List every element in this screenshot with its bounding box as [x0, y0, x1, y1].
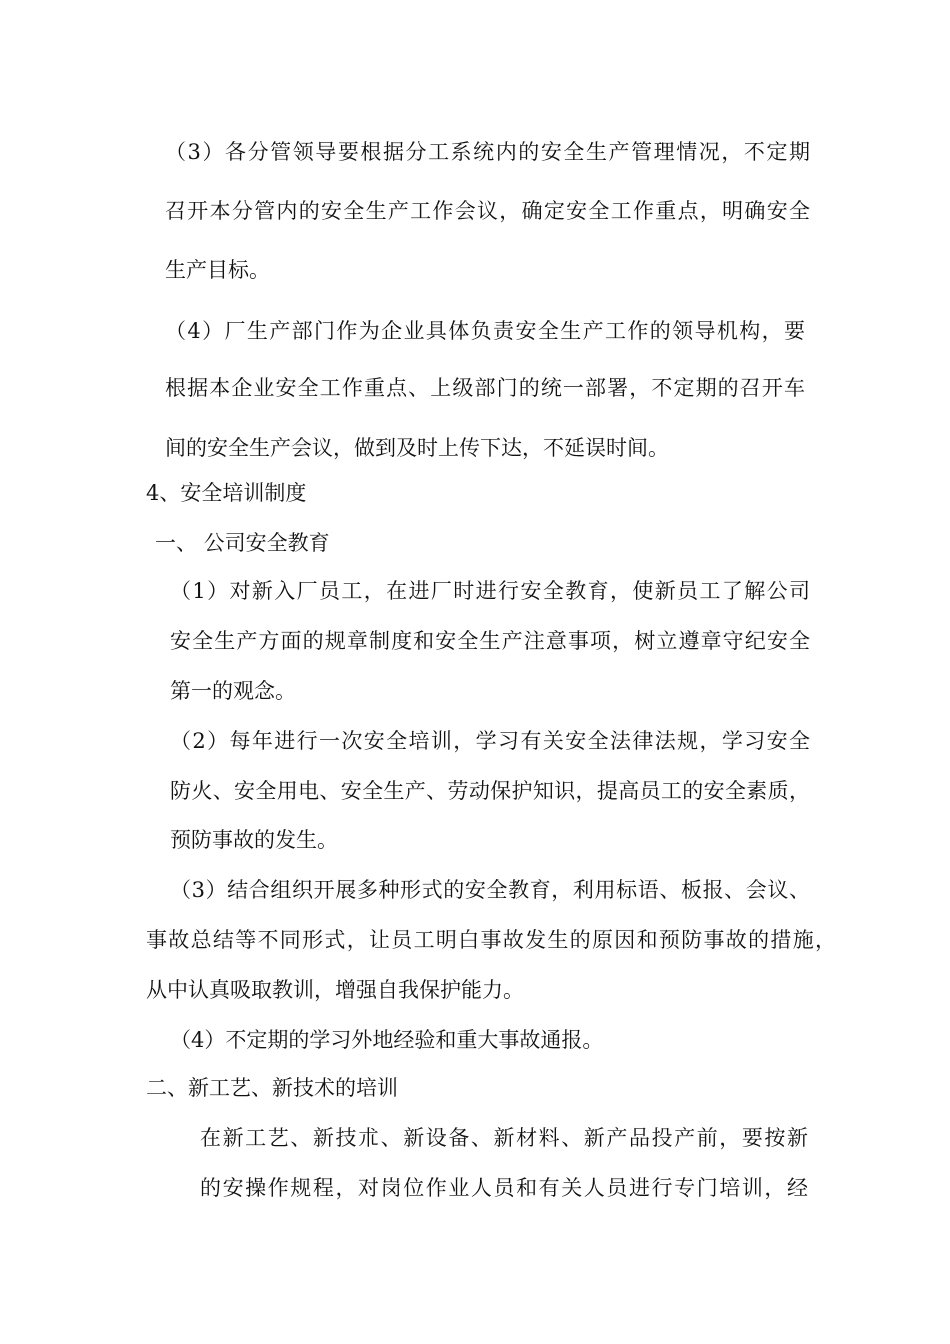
- text-line: 生产目标。: [165, 258, 270, 282]
- text-line: （3）结合组织开展多种形式的安全教育，利用标语、板报、会议、: [170, 878, 811, 902]
- text-line: 事故总结等不同形式，让员工明白事故发生的原因和预防事故的措施，: [146, 928, 838, 952]
- text-line: 召开本分管内的安全生产工作会议，确定安全工作重点，明确安全: [165, 199, 812, 223]
- text-line: （2）每年进行一次安全培训，学习有关安全法律法规，学习安全: [170, 729, 812, 753]
- text-line: 从中认真吸取教训，增强自我保护能力。: [146, 978, 524, 1002]
- text-line: 在新工艺、新技朮、新设备、新材料、新产品投产前，要按新: [200, 1126, 810, 1150]
- text-line: （4）厂生产部门作为企业具体负责安全生产工作的领导机构，要: [165, 319, 807, 343]
- text-line: 根据本企业安全工作重点、上级部门的统一部署，不定期的召开车: [165, 376, 807, 400]
- section-heading: 4、安全培训制度: [146, 481, 307, 505]
- text-line: （4）不定期的学习外地经验和重大事故通报。: [170, 1028, 604, 1052]
- text-line: 的安操作规程，对岗位作业人员和有关人员进行专门培训，经: [200, 1176, 810, 1200]
- subsection-heading: 一、 公司安全教育: [155, 531, 330, 555]
- text-line: 安全生产方面的规章制度和安全生产注意事项，树立遵章守纪安全: [170, 629, 812, 653]
- text-line: （3）各分管领导要根据分工系统内的安全生产管理情况，不定期: [165, 140, 812, 164]
- text-line: 防火、安全用电、安全生产、劳动保护知识，提高员工的安全素质，: [170, 779, 811, 803]
- text-line: 第一的观念。: [170, 679, 296, 703]
- text-line: 间的安全生产会议，做到及时上传下达，不延误时间。: [165, 436, 669, 460]
- text-line: （1）对新入厂员工，在进厂时进行安全教育，使新员工了解公司: [170, 579, 812, 603]
- text-line: 预防事故的发生。: [170, 828, 338, 852]
- section-heading: 二、新工艺、新技术的培训: [146, 1076, 398, 1100]
